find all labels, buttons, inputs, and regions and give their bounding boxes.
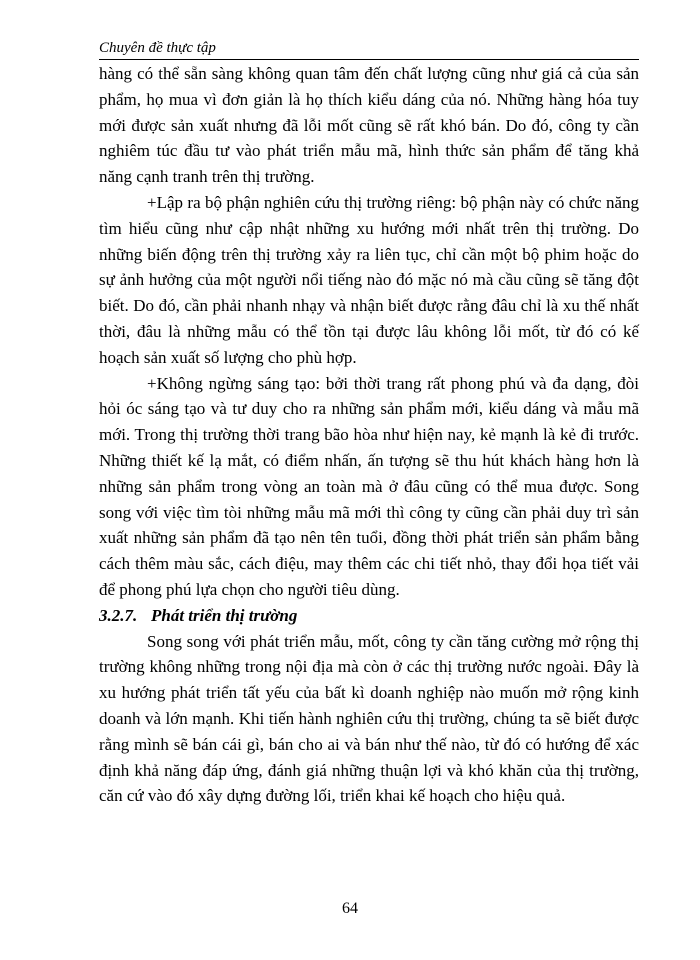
paragraph-research-department: +Lập ra bộ phận nghiên cứu thị trường riêng: bộ phận này có chức năng tìm hiểu cũng như cập nhật những xu hướng mới nhất trên thị trường. Do những biến động trên thị trường xảy ra liên tục, chỉ cần một bộ phim hoặc do sự ảnh hưởng của một người nổi tiếng nào đó mặc nó mà cầu cũng sẽ tăng đột biết. Do đó, cần phải nhanh nhạy và nhận biết được rằng đâu chỉ là xu thế nhất thời, đâu là những mẫu có thể tồn tại được lâu không lỗi mốt, từ đó có kế hoạch sản xuất số lượng cho phù hợp.: [99, 192, 639, 367]
section-heading: [99, 603, 639, 629]
page-header: [99, 40, 639, 60]
document-body: [99, 61, 639, 809]
page-footer: [0, 900, 700, 918]
paragraph-continuation: hàng có thể sẵn sàng không quan tâm đến chất lượng cũng như giá cả của sản phẩm, họ mua vì đơn giản là họ thích kiểu dáng của nó. Những hàng hóa tuy mới được sản xuất nhưng đã lỗi mốt cũng sẽ rất khó bán. Do đó, công ty cần nghiêm túc đầu tư vào phát triển mẫu mã, hình thức sản phẩm để tăng khả năng cạnh tranh trên thị trường.: [99, 64, 639, 187]
header-title: Chuyên đề thực tập: [99, 40, 216, 56]
section-number: 3.2.7.: [99, 605, 138, 625]
paragraph-creativity: +Không ngừng sáng tạo: bởi thời trang rất phong phú và đa dạng, đòi hỏi óc sáng tạo và tư duy cho ra những sản phẩm mới, kiểu dáng và mẫu mã mới. Trong thị trường thời trang bão hòa như hiện nay, kẻ mạnh là kẻ đi trước. Những thiết kế lạ mắt, có điểm nhấn, ấn tượng sẽ thu hút khách hàng hơn là những sản phẩm trong vòng an toàn mà ở đâu cũng có thể mua được. Song song với việc tìm tòi những mẫu mã mới thì công ty cũng cần phải duy trì sản xuất những sản phẩm đã tạo nên tên tuổi, đồng thời phát triển sản phẩm bằng cách thêm màu sắc, cách điệu, may thêm các chi tiết nhỏ, thay đổi họa tiết vải để phong phú lựa chọn cho người tiêu dùng.: [99, 373, 639, 599]
section-title: Phát triển thị trường: [151, 605, 298, 625]
paragraph-market-development: Song song với phát triển mẫu, mốt, công ty cần tăng cường mở rộng thị trường không những trong nội địa mà còn ở các thị trường nước ngoài. Đây là xu hướng phát triển tất yếu của bất kì doanh nghiệp nào muốn mở rộng kinh doanh và lớn mạnh. Khi tiến hành nghiên cứu thị trường, chúng ta sẽ biết được rằng mình sẽ bán cái gì, bán cho ai và bán như thế nào, từ đó có hướng để xác định khả năng đáp ứng, đánh giá những thuận lợi và khó khăn của thị trường, căn cứ vào đó xây dựng đường lối, triển khai kế hoạch cho hiệu quả.: [99, 631, 639, 806]
page-number: 64: [342, 900, 358, 917]
